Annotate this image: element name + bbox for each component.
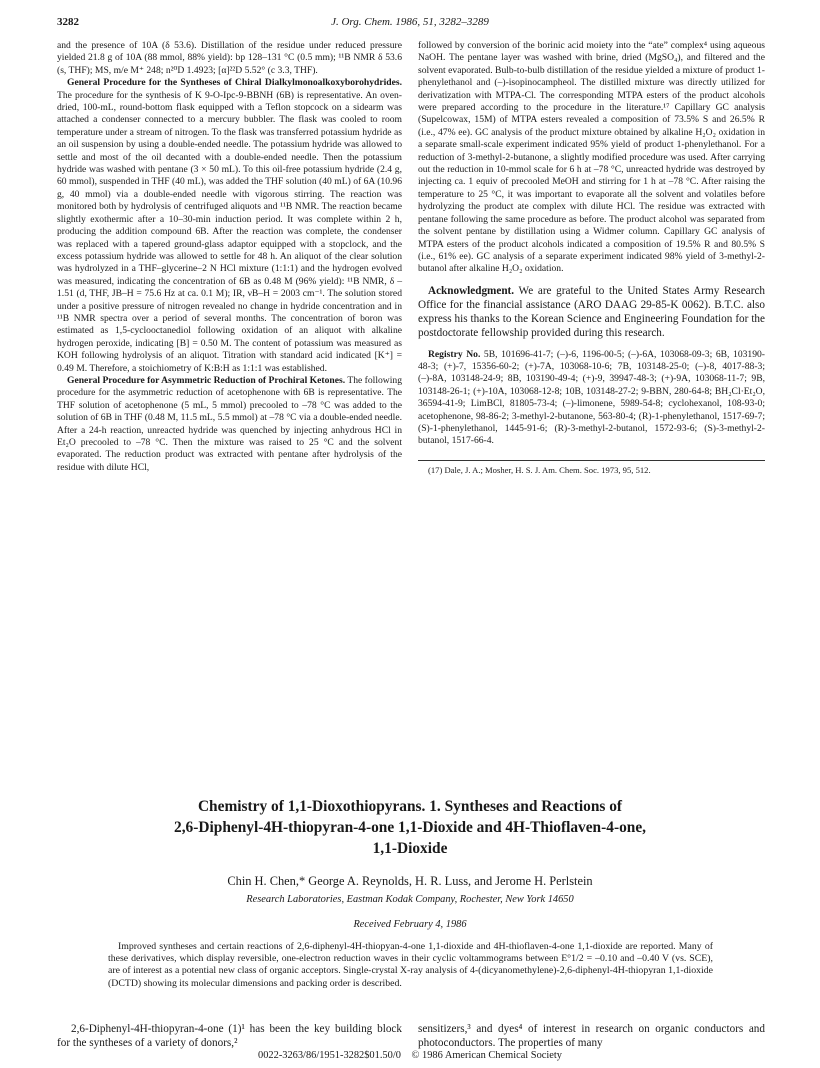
acknowledgment-body: We are grateful to the United States Army Research Office for the financial assistance (ARO DAAG 29-85-K 0062). B.T.C. also express his thanks to the Korean Science and Engineering Foundation for the postdoctorate fellowship provided during this research. xyxy=(418,284,765,340)
footnote-divider xyxy=(418,460,765,461)
paragraph-body: The procedure for the synthesis of K 9-O-Ipc-9-BBNH (6B) is representative. An oven-dried, 100-mL, round-bottom flask equipped with a Teflon stopcock on a sidearm was attached a condenser connected to a mercury bubbler. The flask was cooled to room temperature under a stream of nitrogen. To the flask was transferred potassium hydride as an oil suspension by using a double-ended needle. The potassium hydride was allowed to settle and most of the oil decanted with a double-ended needle. Then the potassium hydride was washed with pentane (3 × 50 mL). To this oil-free potassium hydride (2.4 g, 60 mmol), suspended in THF (40 mL), was added the THF solution (40 mL) of 6A (10.96 g, 40 mmol) via a double-ended needle with vigorous stirring. The reaction was monitored both by hydrolysis of centrifuged aliquots and ¹¹B NMR. The reaction became slightly exothermic after a 10–30-min induction period. It was complete within 2 h, producing the addition compound 6B. After the reaction was complete, the condenser was replaced with a tapered ground-glass adaptor equipped with a stopclock, and the excess potassium hydride was allowed to settle for 48 h. An aliquot of the clear solution was hydrolyzed in a THF–glycerine–2 N HCl mixture (1:1:1) and the hydrogen evolved was measured, indicating the concentration of 6B as 0.48 M (96% yield): ¹¹B NMR, δ –1.51 (d, THF, JB–H = 75.6 Hz at ca. 0.1 M); IR, νB–H = 2003 cm⁻¹. The solution stored under a positive pressure of nitrogen revealed no change in hydride concentration and in ¹¹B NMR spectra over a period of several months. The concentration of boron was estimated as 1,5-cyclooctanediol following oxidation of an aliquot with alkaline hydrogen peroxide, indicating [B] = 0.50 M. The content of potassium was measured as KOH following hydrolysis of an aliquot. Titration with standard acid indicated [K⁺] = 0.49 M. Therefore, a stoichiometry of K:B:H as 1:1:1 was established. xyxy=(57,89,402,374)
registry-numbers xyxy=(418,349,765,448)
paragraph-heading: General Procedure for the Syntheses of Chiral Dialkylmonoalkoxyborohydrides. xyxy=(67,77,402,89)
copyright: © 1986 American Chemical Society xyxy=(411,1050,562,1061)
intro-right-column: sensitizers,³ and dyes⁴ of interest in research on organic conductors and photoconductors. The properties of many xyxy=(418,1023,765,1050)
title-line: 2,6-Diphenyl-4H-thiopyran-4-one 1,1-Dioxide and 4H-Thioflaven-4-one, xyxy=(174,819,646,836)
title-line: Chemistry of 1,1-Dioxothiopyrans. 1. Syntheses and Reactions of xyxy=(197,798,623,815)
right-column xyxy=(418,40,765,476)
abstract: Improved syntheses and certain reactions of 2,6-diphenyl-4H-thiopyan-4-one 1,1-dioxide and 4H-thioflaven-4-one 1,1-dioxide are reported. Many of these derivatives, which display reversible, one-electron reduction waves in their cyclic voltammograms between E°1/2 = –0.10 and –0.40 V (vs. SCE), are of interest as a potential new class of organic acceptors. Single-crystal X-ray analysis of 4-(dicyanomethylene)-2,6-diphenyl-4H-thiopyran 1,1-dioxide (DCTD) showing its molecular dimensions and packing order is described. xyxy=(108,941,713,989)
paragraph-continuation: followed by conversion of the borinic acid moiety into the “ate” complex⁴ using aqueous NaOH. The pentane layer was washed with brine, dried (MgSO₄), and filtered and the solvent evaporated. Bulb-to-bulb distillation of the residue yielded a mixture of product 1-phenylethanol and (–)-isopinocampheol. The distilled mixture was directly utilized for derivatization with MTPA-Cl. The corresponding MTPA esters of the product alcohols were prepared according to the procedure in the literature.¹⁷ Capillary GC analysis (Supelcowax, 15M) of MTPA esters revealed a composition of 73.5% S and 26.5% R (i.e., 47% ee). GC analysis of the product mixture obtained by alkaline H₂O₂ oxidation in a separate small-scale experiment indicated 95% yield of product 1-phenylethanol. For a reduction of 3-methyl-2-butanone, a slightly modified procedure was used. After carrying out the reduction in 10-mmol scale for 6 h at –78 °C, unreacted hydride was destroyed by injecting ca. 1 equiv of precooled MeOH and stirring for 1 h at –78 °C. After raising the temperature to 25 °C, it was important to evaporate all the solvent and volatiles before hydrolyzing the product ate complex with dilute HCl. The residue was extracted with pentane following the same procedure as before. The product alcohol was separated from the solvent pentane by distillation using a Widmer column. Capillary GC analysis of MTPA esters of the product alcohols indicated a composition of 19.5% R and 80.5% S (i.e., 61% ee). GC analysis of a separate experiment indicated 98% yield of 3-methyl-2-butanol after alkaline H₂O₂ oxidation. xyxy=(418,40,765,275)
page-footer xyxy=(57,1050,763,1061)
page-number: 3282 xyxy=(57,16,79,28)
authors: Chin H. Chen,* George A. Reynolds, H. R. Luss, and Jerome H. Perlstein xyxy=(227,874,593,888)
acknowledgment xyxy=(418,284,765,341)
registry-body: 5B, 101696-41-7; (–)-6, 1196-00-5; (–)-6A, 103068-09-3; 6B, 103190-48-3; (+)-7, 15356-60-2; (+)-7A, 103068-10-6; 7B, 103148-25-0; (–)-8, 4017-88-3; (–)-8A, 103148-24-9; 8B, 103190-49-4; (+)-9, 39947-48-3; (+)-9A, 103068-11-7; 9B, 103148-26-1; (+)-10A, 103068-12-8; 10B, 103148-27-2; 9-BBN, 280-64-8; BH₂Cl·Et₂O, 36594-41-9; LimBCl, 81805-73-4; (–)-limonene, 5989-54-8; cyclohexanol, 108-93-0; acetophenone, 98-86-2; 3-methyl-2-butanone, 563-80-4; (R)-1-phenylethanol, 1517-69-7; (S)-1-phenylethanol, 1445-91-6; (R)-3-methyl-2-butanol, 1572-93-6; (S)-3-methyl-2-butanol, 1517-66-4. xyxy=(418,348,765,447)
title-line: 1,1-Dioxide xyxy=(372,840,448,857)
footnote-17: (17) Dale, J. A.; Mosher, H. S. J. Am. Chem. Soc. 1973, 95, 512. xyxy=(428,464,651,475)
paragraph-body: The following procedure for the asymmetric reduction of acetophenone with 6B is representative. The THF solution of acetophenone (5 mL, 5 mmol) precooled to –78 °C was added to the solution of 6B in THF (0.48 M, 11.5 mL, 5.5 mmol) at –78 °C via a double-ended needle. After a 24-h reaction, unreacted hydride was quenched by injecting anhydrous HCl in Et₂O precooled to –78 °C. Then the mixture was raised to 25 °C and the solvent evaporated. The reduction product was extracted with pentane after hydrolysis of the residue with dilute HCl, xyxy=(57,374,402,473)
left-column xyxy=(57,40,402,474)
paragraph-heading: General Procedure for Asymmetric Reduction of Prochiral Ketones. xyxy=(67,374,346,386)
received-date: Received February 4, 1986 xyxy=(353,919,467,930)
journal-citation: J. Org. Chem. 1986, 51, 3282–3289 xyxy=(331,16,489,28)
paragraph-continuation: and the presence of 10A (δ 53.6). Distillation of the residue under reduced pressure yielded 21.8 g of 10A (88 mmol, 88% yield): bp 128–131 °C (0.5 mm); ¹¹B NMR δ 53.6 (s, THF); MS, m/e M⁺ 248; n²⁰D 1.4923; [α]²²D 5.52° (c 3.3, THF). xyxy=(57,40,402,76)
paragraph-asymmetric-reduction xyxy=(57,375,402,474)
intro-left-column: 2,6-Diphenyl-4H-thiopyran-4-one (1)¹ has been the key building block for the syntheses of a variety of donors,² xyxy=(57,1023,402,1050)
paragraph-dialkyl-synthesis xyxy=(57,77,402,375)
registry-heading: Registry No. xyxy=(428,348,481,360)
article-code: 0022-3263/86/1951-3282$01.50/0 xyxy=(258,1050,401,1061)
affiliation: Research Laboratories, Eastman Kodak Company, Rochester, New York 14650 xyxy=(246,894,574,905)
acknowledgment-heading: Acknowledgment. xyxy=(428,284,515,297)
article-title xyxy=(70,796,750,859)
running-header xyxy=(57,16,763,32)
